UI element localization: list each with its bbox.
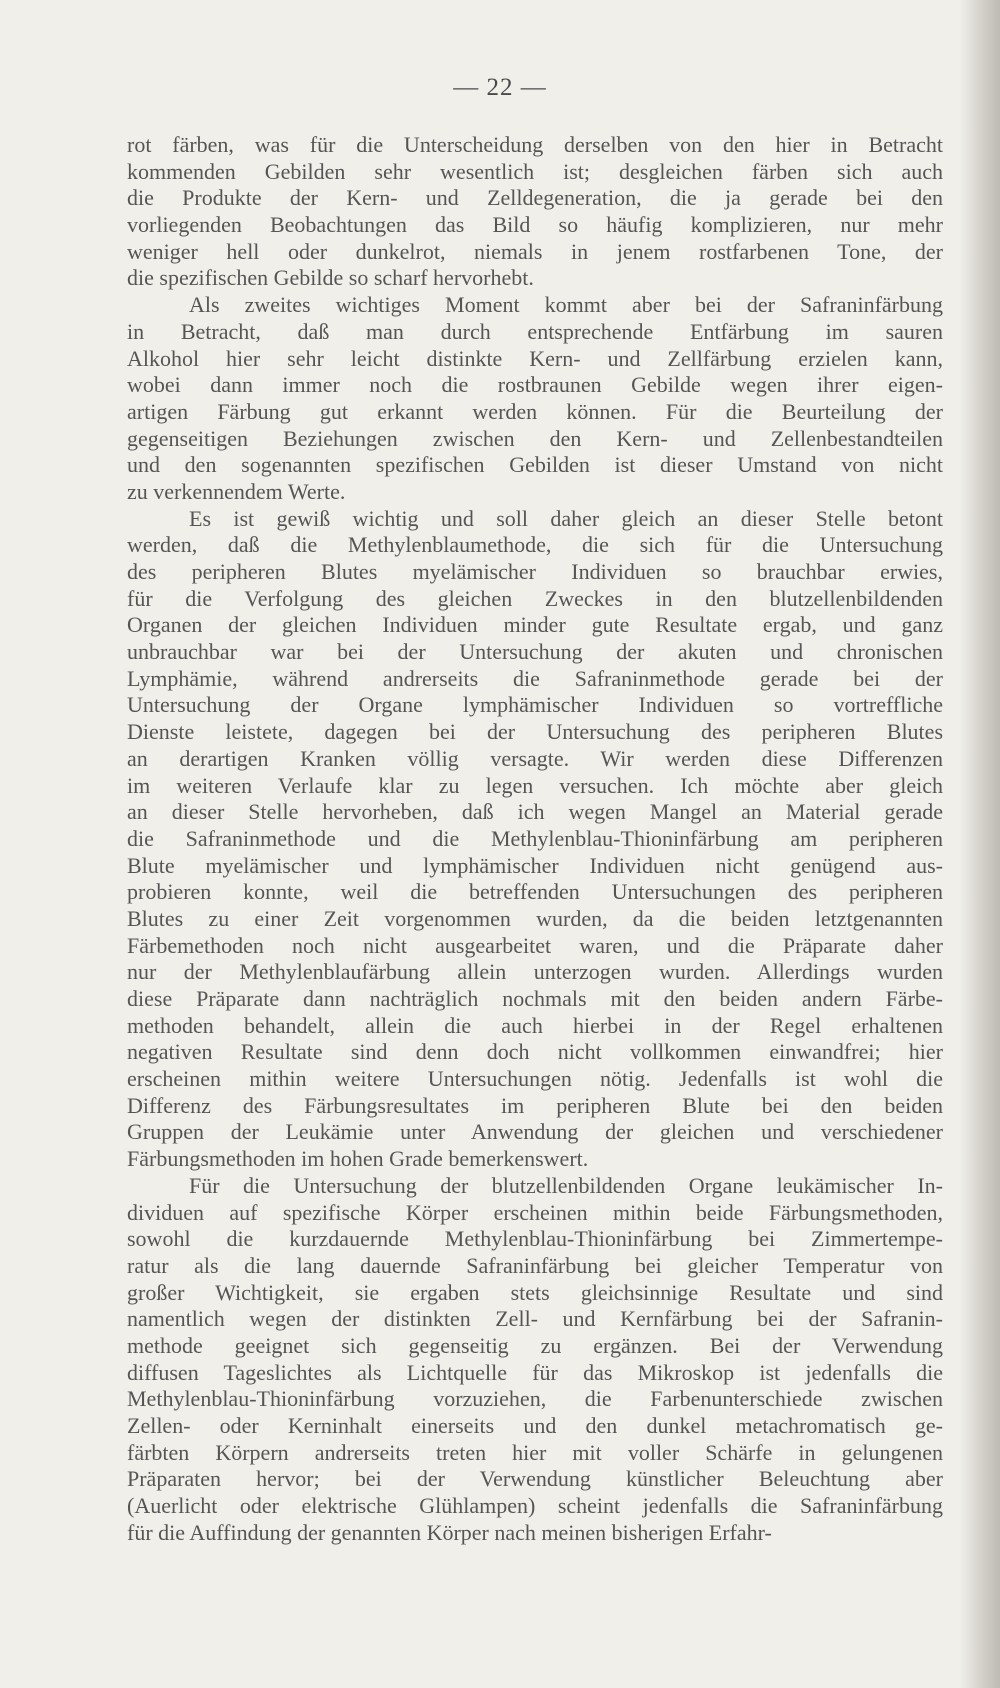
text-line: kommenden Gebilden sehr wesentlich ist; desgleichen färben sich auch	[127, 158, 943, 184]
text-line: Untersuchung der Organe lymphämischer Individuen so vortreffliche	[127, 692, 943, 718]
text-line: unbrauchbar war bei der Untersuchung der akuten und chronischen	[127, 639, 943, 665]
text-line: namentlich wegen der distinkten Zell- und Kernfärbung bei der Safranin-	[127, 1306, 943, 1332]
text-line: Färbungsmethoden im hohen Grade bemerkenswert.	[127, 1146, 589, 1172]
text-line: die spezifischen Gebilde so scharf hervorhebt.	[127, 265, 534, 291]
text-line: Alkohol hier sehr leicht distinkte Kern- und Zellfärbung erzielen kann,	[127, 345, 943, 371]
text-line: die Produkte der Kern- und Zelldegeneration, die ja gerade bei den	[127, 185, 943, 211]
text-line: dividuen auf spezifische Körper erscheinen mithin beide Färbungsmethoden,	[127, 1199, 943, 1225]
text-line: Blutes zu einer Zeit vorgenommen wurden, da die beiden letztgenannten	[127, 905, 943, 931]
body-text	[127, 132, 943, 1546]
text-line: Gruppen der Leukämie unter Anwendung der gleichen und verschiedener	[127, 1119, 943, 1145]
text-line: artigen Färbung gut erkannt werden können. Für die Beurteilung der	[127, 398, 943, 424]
text-line: probieren konnte, weil die betreffenden Untersuchungen des peripheren	[127, 879, 943, 905]
text-line: werden, daß die Methylenblaumethode, die sich für die Untersuchung	[127, 532, 943, 558]
text-line: methoden behandelt, allein die auch hierbei in der Regel erhaltenen	[127, 1012, 943, 1038]
text-line: nur der Methylenblaufärbung allein unterzogen wurden. Allerdings wurden	[127, 959, 943, 985]
text-line: des peripheren Blutes myelämischer Individuen so brauchbar erwies,	[127, 559, 943, 584]
text-line: vorliegenden Beobachtungen das Bild so häufig komplizieren, nur mehr	[127, 212, 943, 238]
text-line: Für die Untersuchung der blutzellenbildenden Organe leukämischer In-	[189, 1172, 943, 1198]
text-line: methode geeignet sich gegenseitig zu ergänzen. Bei der Verwendung	[127, 1332, 943, 1358]
paragraph	[127, 292, 943, 506]
text-line: Färbemethoden noch nicht ausgearbeitet waren, und die Präparate daher	[127, 932, 943, 958]
text-line: diffusen Tageslichtes als Lichtquelle für das Mikroskop ist jedenfalls die	[127, 1359, 943, 1385]
text-line: ratur als die lang dauernde Safraninfärbung bei gleicher Temperatur von	[127, 1252, 943, 1278]
text-line: erscheinen mithin weitere Untersuchungen nötig. Jedenfalls ist wohl die	[127, 1066, 943, 1092]
text-line: Blute myelämischer und lymphämischer Individuen nicht genügend aus-	[127, 852, 943, 878]
text-line: rot färben, was für die Unterscheidung derselben von den hier in Betracht	[127, 132, 943, 157]
paragraph	[127, 1173, 943, 1547]
text-line: gegenseitigen Beziehungen zwischen den Kern- und Zellenbestandteilen	[127, 425, 943, 451]
text-line: an derartigen Kranken völlig versagte. Wir werden diese Differenzen	[127, 745, 943, 771]
page-number: — 22 —	[453, 74, 547, 101]
text-line: Differenz des Färbungsresultates im peripheren Blute bei den beiden	[127, 1092, 943, 1118]
page-edge-shadow	[960, 0, 1000, 1688]
text-line: weniger hell oder dunkelrot, niemals in jenem rostfarbenen Tone, der	[127, 238, 943, 264]
text-line: sowohl die kurzdauernde Methylenblau-Thioninfärbung bei Zimmertempe-	[127, 1226, 943, 1252]
text-line: Präparaten hervor; bei der Verwendung künstlicher Beleuchtung aber	[127, 1466, 943, 1492]
text-line: wobei dann immer noch die rostbraunen Gebilde wegen ihrer eigen-	[127, 372, 943, 398]
text-line: (Auerlicht oder elektrische Glühlampen) scheint jedenfalls die Safraninfärbung	[127, 1493, 943, 1519]
paragraph	[127, 506, 943, 1173]
text-line: negativen Resultate sind denn doch nicht vollkommen einwandfrei; hier	[127, 1039, 943, 1065]
text-line: zu verkennendem Werte.	[127, 478, 346, 504]
text-line: Es ist gewiß wichtig und soll daher gleich an dieser Stelle betont	[189, 505, 943, 531]
text-line: färbten Körpern andrerseits treten hier mit voller Schärfe in gelungenen	[127, 1439, 943, 1465]
text-line: im weiteren Verlaufe klar zu legen versuchen. Ich möchte aber gleich	[127, 772, 943, 798]
text-line: großer Wichtigkeit, sie ergaben stets gleichsinnige Resultate und sind	[127, 1279, 943, 1305]
text-line: die Safraninmethode und die Methylenblau-Thioninfärbung am peripheren	[127, 825, 943, 851]
text-line: in Betracht, daß man durch entsprechende Entfärbung im sauren	[127, 318, 943, 344]
text-line: diese Präparate dann nachträglich nochmals mit den beiden andern Färbe-	[127, 986, 943, 1011]
text-line: Lymphämie, während andrerseits die Safraninmethode gerade bei der	[127, 665, 943, 691]
text-line: für die Auffindung der genannten Körper nach meinen bisherigen Erfahr-	[127, 1519, 772, 1545]
text-line: Als zweites wichtiges Moment kommt aber bei der Safraninfärbung	[189, 292, 943, 318]
text-line: Zellen- oder Kerninhalt einerseits und den dunkel metachromatisch ge-	[127, 1413, 943, 1438]
text-line: an dieser Stelle hervorheben, daß ich wegen Mangel an Material gerade	[127, 799, 943, 825]
text-line: und den sogenannten spezifischen Gebilden ist dieser Umstand von nicht	[127, 452, 943, 478]
text-line: für die Verfolgung des gleichen Zweckes in den blutzellenbildenden	[127, 585, 943, 611]
text-line: Dienste leistete, dagegen bei der Untersuchung des peripheren Blutes	[127, 719, 943, 745]
text-line: Methylenblau-Thioninfärbung vorzuziehen, die Farbenunterschiede zwischen	[127, 1386, 943, 1412]
text-line: Organen der gleichen Individuen minder gute Resultate ergab, und ganz	[127, 612, 943, 638]
paragraph	[127, 132, 943, 292]
